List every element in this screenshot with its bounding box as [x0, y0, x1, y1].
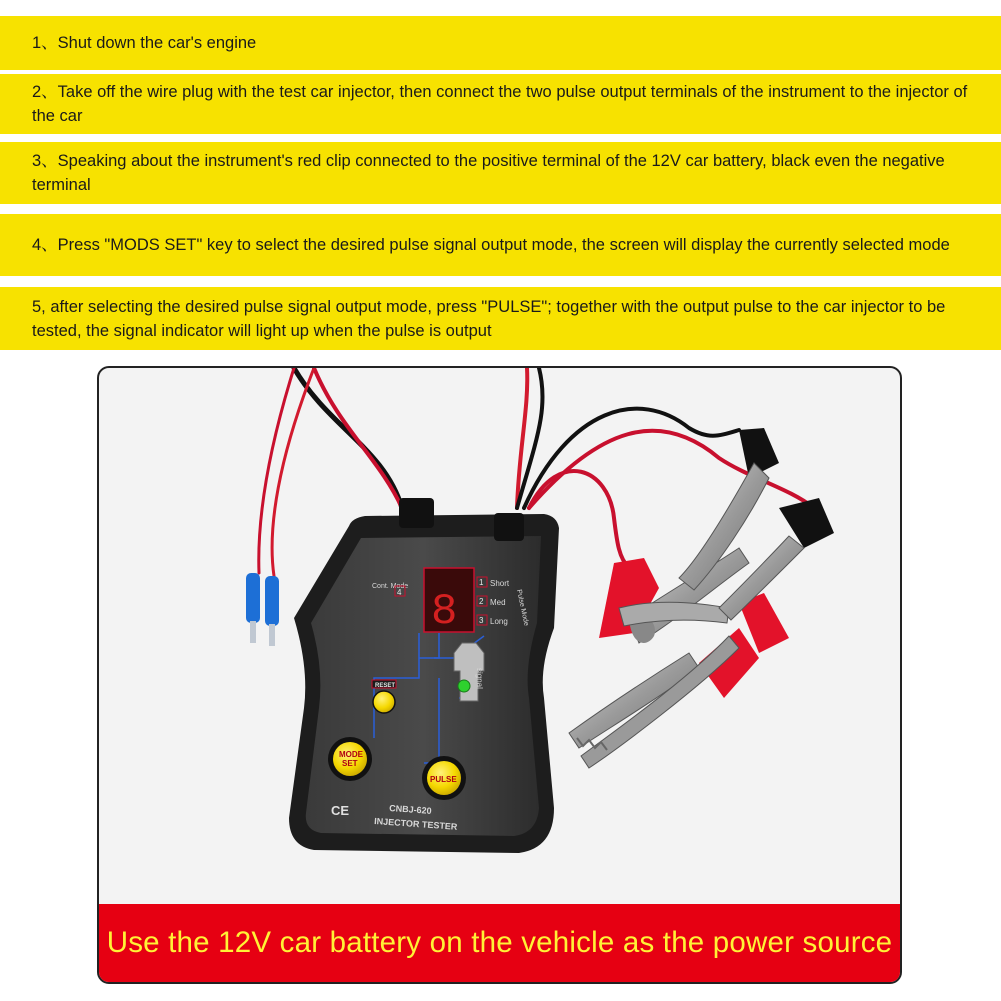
- signal-indicator-led: [458, 680, 470, 692]
- power-source-text: Use the 12V car battery on the vehicle as the power source: [106, 926, 893, 959]
- power-source-banner: [99, 904, 900, 982]
- instruction-step-5: [0, 287, 1001, 350]
- cont-mode-label: Cont. Mode: [372, 583, 409, 590]
- red-battery-clip-upper: [599, 548, 749, 643]
- step-1-text: 1、Shut down the car's engine: [32, 34, 257, 52]
- step-3-text: 3、Speaking about the instrument's red clip connected to the positive terminal of the 12V car battery, black even the negative terminal: [32, 152, 945, 194]
- injector-tester-device: [289, 498, 559, 853]
- instruction-step-2: [0, 70, 1001, 134]
- signal-label: signal: [475, 668, 484, 689]
- cont-mode-value: 4: [397, 588, 402, 597]
- reset-button[interactable]: [372, 680, 396, 713]
- mode-3-label: Long: [490, 617, 508, 626]
- mode-2-num: 2: [479, 597, 484, 606]
- mode-set-button[interactable]: [328, 737, 372, 781]
- mode-2-label: Med: [490, 598, 506, 607]
- model-number: CNBJ-620: [388, 803, 432, 816]
- svg-text:MODE: MODE: [339, 750, 363, 759]
- mode-1-label: Short: [490, 579, 510, 588]
- pulse-button[interactable]: [422, 756, 466, 800]
- step-4-text: 4、Press "MODS SET" key to select the desired pulse signal output mode, the screen will display the currently selected mode: [32, 236, 950, 254]
- mode-1-num: 1: [479, 578, 484, 587]
- instruction-step-3: [0, 142, 1001, 204]
- battery-leads: [524, 409, 814, 568]
- instruction-step-4: [0, 214, 1001, 276]
- svg-text:PULSE: PULSE: [430, 775, 457, 784]
- ce-mark: CE: [331, 803, 350, 818]
- injector-tester-illustration: [99, 368, 900, 904]
- mode-3-num: 3: [479, 616, 484, 625]
- device-name: INJECTOR TESTER: [373, 816, 458, 832]
- product-photo-frame: [97, 366, 902, 984]
- step-2-text: 2、Take off the wire plug with the test car injector, then connect the two pulse output terminals of the instrument to the injector of the car: [32, 83, 968, 125]
- seven-segment-display: 8: [431, 587, 458, 637]
- pulse-mode-label: Pulse Mode: [515, 588, 530, 627]
- instruction-step-1: [0, 16, 1001, 70]
- svg-text:RESET: RESET: [375, 683, 396, 689]
- svg-text:SET: SET: [342, 759, 358, 768]
- step-5-text: 5, after selecting the desired pulse signal output mode, press "PULSE"; together with the output pulse to the car injector to be tested, the signal indicator will light up when the pulse is output: [32, 297, 946, 340]
- blue-connectors: [246, 573, 279, 646]
